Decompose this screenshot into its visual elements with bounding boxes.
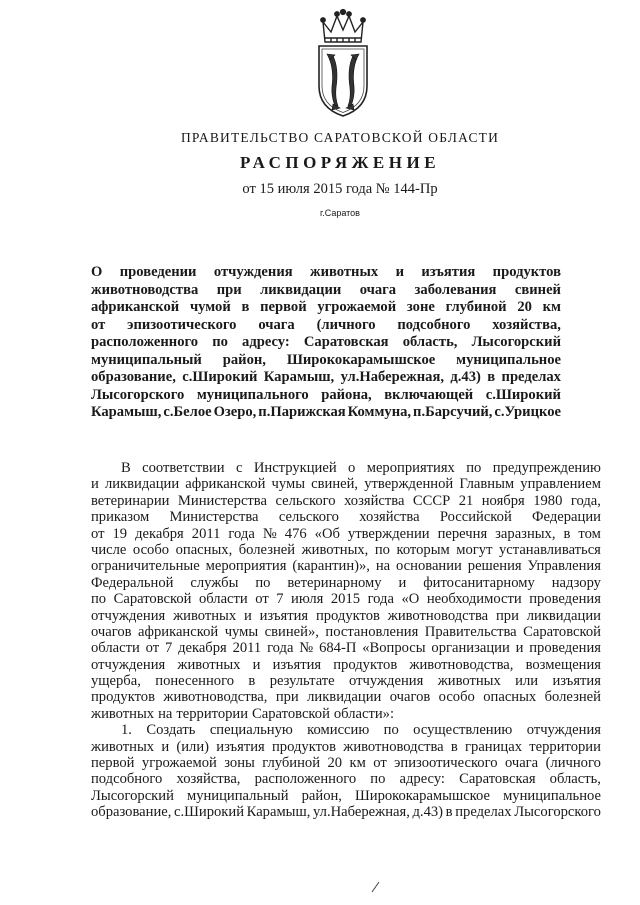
body-word: Ширококарамышское — [355, 787, 490, 804]
body-word: 2015 — [330, 591, 361, 608]
body-word: в — [563, 525, 571, 542]
body-word: основании — [396, 558, 462, 575]
title-word: с.Широкий — [485, 386, 561, 403]
title-word: муниципальный — [91, 351, 202, 368]
body-word: Саратовской — [252, 705, 330, 722]
body-word: декабря — [135, 525, 184, 542]
title-word: очага — [359, 281, 397, 298]
body-word: продуктов — [333, 656, 398, 673]
title-line — [91, 264, 561, 282]
title-word: пределах — [501, 369, 561, 385]
body-word: продуктов — [91, 689, 155, 706]
body-word: 20 — [327, 755, 343, 772]
title-word: О — [91, 264, 103, 280]
body-word: Правительства — [424, 623, 517, 640]
body-word: Инструкцией — [253, 460, 337, 476]
title-word: Саратовская — [303, 334, 389, 350]
body-word: Федерации — [532, 509, 601, 526]
body-line — [91, 493, 601, 509]
body-word: очагов — [389, 689, 431, 706]
body-line — [91, 788, 601, 804]
body-word: опасных, — [175, 541, 233, 558]
saratov-coat-of-arms-icon — [311, 8, 375, 118]
body-word: (карантин)», — [292, 558, 370, 575]
body-line — [91, 624, 601, 640]
title-word: африканской — [91, 299, 180, 315]
body-word: на — [375, 558, 391, 575]
body-word: соответствии — [142, 460, 225, 476]
body-word: мероприятия — [205, 558, 287, 575]
body-word: комиссию — [307, 722, 370, 739]
title-word: 20 — [517, 299, 532, 315]
body-word: надзору — [551, 574, 601, 591]
document-type: РАСПОРЯЖЕНИЕ — [239, 153, 441, 172]
body-line — [91, 804, 601, 820]
title-word: изъятия — [421, 264, 476, 280]
body-word: животноводства, — [409, 656, 514, 673]
title-word: хозяйства, — [492, 316, 561, 333]
body-word: ул.Набережная, — [313, 804, 410, 821]
body-word: 2011 — [191, 525, 221, 542]
title-word: района, — [321, 386, 372, 403]
body-word: 21 — [458, 492, 474, 509]
body-word: д.43) — [412, 804, 444, 821]
title-word: п.Парижская — [258, 404, 346, 420]
body-word: управлением — [520, 476, 601, 493]
body-word: особо — [132, 541, 170, 558]
body-word: Российской — [439, 509, 512, 526]
title-word: эпизоотического — [127, 316, 237, 333]
title-word: продуктов — [492, 264, 561, 280]
body-word: 1. — [121, 722, 132, 739]
body-word: муниципальное — [503, 787, 601, 804]
body-word: отчуждения — [526, 722, 601, 739]
body-word: фитосанитарному — [423, 574, 535, 591]
body-word: Министерства — [169, 509, 259, 526]
body-word: или — [515, 673, 539, 690]
body-word: хозяйства, — [176, 771, 241, 788]
body-word: изъятия — [552, 673, 601, 690]
body-word: с.Широкий — [174, 804, 245, 821]
body-word: по — [370, 771, 386, 788]
body-word: 19 — [112, 525, 128, 542]
document-title — [91, 264, 561, 422]
body-line — [91, 673, 601, 689]
title-word: с.Урицкое — [494, 404, 561, 420]
body-word: сельского — [278, 509, 339, 526]
title-word: первой — [260, 299, 307, 315]
body-word: при — [495, 607, 519, 624]
body-word: на — [158, 705, 173, 722]
title-line — [91, 299, 561, 317]
title-word: Лысогорского — [91, 386, 185, 403]
body-word: при — [275, 689, 299, 706]
body-word: животных — [91, 705, 155, 722]
body-word: и — [161, 738, 170, 755]
title-line — [91, 282, 561, 300]
body-word: организации — [431, 640, 510, 657]
title-word: расположенного — [91, 334, 199, 350]
title-line — [91, 317, 561, 335]
title-line — [91, 334, 561, 352]
body-word: ветеринарии — [91, 492, 170, 509]
body-word: Создать — [146, 722, 196, 739]
body-line — [91, 509, 601, 525]
body-word: специальную — [209, 722, 293, 739]
body-word: отчуждения — [91, 607, 166, 624]
body-word: продуктов — [272, 738, 336, 755]
body-word: Саратовской — [523, 623, 601, 640]
body-word: Управления — [527, 558, 601, 575]
body-word: угрожаемой — [141, 755, 217, 772]
title-word: Коммуна, — [347, 404, 412, 420]
title-line — [91, 404, 561, 422]
body-line — [91, 771, 601, 787]
body-word: и — [515, 640, 524, 657]
body-word: свиней», — [264, 623, 319, 640]
body-word: животных — [177, 656, 241, 673]
body-word: декабря — [178, 640, 227, 657]
title-word: область, — [402, 334, 458, 350]
body-word: том — [578, 525, 601, 542]
title-word: проведении — [119, 264, 197, 280]
title-word: ул.Набережная, — [340, 369, 445, 385]
body-line — [91, 640, 601, 656]
body-word: и — [243, 607, 252, 624]
body-word: устанавливаться — [498, 541, 601, 558]
title-line — [91, 369, 561, 387]
body-word: необходимости — [426, 591, 522, 608]
body-word: по — [466, 460, 482, 476]
body-word: территории — [176, 705, 249, 722]
body-word: «О — [401, 591, 420, 608]
body-word: службы — [190, 574, 239, 591]
title-word: Лысогорский — [471, 334, 561, 350]
body-line — [91, 706, 601, 722]
body-word: болезней — [544, 689, 601, 706]
title-word: с.Широкий — [182, 369, 258, 385]
body-line — [91, 722, 601, 738]
title-line — [91, 387, 561, 405]
body-word: области — [198, 591, 248, 608]
title-word: очага — [258, 316, 295, 333]
title-word: отчуждения — [213, 264, 293, 280]
body-word: 1980 — [533, 492, 563, 509]
pen-mark — [370, 880, 382, 894]
title-word: муниципальное — [456, 351, 561, 368]
body-word: эпизоотического — [394, 755, 498, 772]
body-word: (или) — [176, 738, 210, 755]
body-word: предупреждению — [492, 460, 601, 476]
body-word: возмещения — [525, 656, 601, 673]
body-word: могут — [456, 541, 493, 558]
body-word: 7 — [164, 640, 173, 657]
title-word: район, — [222, 351, 266, 368]
body-word: сельского — [275, 492, 336, 509]
body-line — [91, 558, 601, 574]
title-word: адресу: — [242, 334, 290, 350]
body-word: Министерства — [177, 492, 267, 509]
title-word: чумой — [189, 299, 231, 315]
title-word: и — [395, 264, 404, 280]
title-word: по — [212, 334, 228, 350]
body-word: заразных, — [495, 525, 556, 542]
title-word: угрожаемой — [317, 299, 397, 315]
body-word: от — [91, 525, 105, 542]
title-line — [91, 352, 561, 370]
body-word: продуктов — [315, 607, 380, 624]
body-word: Саратовской — [113, 591, 192, 608]
body-word: отчуждения — [349, 673, 424, 690]
title-word: в — [487, 369, 496, 385]
title-word: Ширококарамышское — [286, 351, 436, 368]
body-word: животных — [91, 738, 155, 755]
body-word: перечня — [437, 525, 488, 542]
body-word: пределах — [455, 804, 512, 821]
body-word: в — [445, 804, 453, 821]
body-word: проведения — [529, 591, 601, 608]
body-word: числе — [91, 541, 127, 558]
body-word: Федеральной — [91, 574, 174, 591]
body-line — [91, 739, 601, 755]
body-word: 684-П — [319, 640, 357, 657]
title-word: свиней — [514, 281, 561, 298]
body-word: опасных — [483, 689, 537, 706]
body-word: очага — [504, 755, 539, 772]
body-word: африканской — [138, 623, 219, 640]
body-word: животных, — [301, 541, 369, 558]
body-word: от — [255, 591, 269, 608]
title-word: Озеро, — [213, 404, 257, 420]
body-word: приказом — [91, 509, 150, 526]
body-word: в — [248, 673, 256, 690]
title-word: д.43) — [450, 369, 481, 385]
body-word: животноводства — [343, 738, 444, 755]
body-word: по — [91, 591, 107, 608]
title-word: подсобного — [397, 316, 471, 333]
title-word: Карамыш, — [263, 369, 335, 385]
title-word: муниципального — [196, 386, 309, 403]
body-word: очагов — [91, 623, 132, 640]
body-word: ограничительные — [91, 558, 200, 575]
body-word: года — [267, 640, 294, 657]
body-line — [91, 526, 601, 542]
body-word: Лысогорский — [91, 787, 174, 804]
body-word: подсобного — [91, 771, 163, 788]
title-word: при — [216, 281, 242, 298]
body-word: № — [262, 525, 277, 542]
body-word: и — [398, 574, 407, 591]
title-word: от — [91, 316, 106, 333]
body-word: ликвидации — [307, 689, 382, 706]
body-word: Главным — [459, 476, 515, 493]
document-body — [91, 460, 601, 821]
body-word: В — [121, 460, 131, 476]
body-line — [91, 476, 601, 492]
body-word: СССР — [412, 492, 451, 509]
body-word: утвержденной — [364, 476, 454, 493]
body-word: африканской — [185, 476, 266, 493]
body-word: «Об — [314, 525, 340, 542]
body-word: чумы — [224, 623, 259, 640]
body-word: отчуждения — [91, 656, 166, 673]
title-word: ликвидации — [260, 281, 342, 298]
body-word: территории — [529, 738, 601, 755]
body-line — [91, 608, 601, 624]
body-line — [91, 657, 601, 673]
document-place: г.Саратов — [320, 208, 360, 218]
body-word: 476 — [284, 525, 307, 542]
body-word: по — [255, 574, 271, 591]
body-word: ущерба, — [91, 673, 141, 690]
body-word: первой — [91, 755, 135, 772]
body-word: ветеринарному — [287, 574, 382, 591]
body-word: глубиной — [262, 755, 321, 772]
body-word: Лысогорского — [514, 804, 601, 821]
body-word: область, — [549, 771, 601, 788]
body-word: свиней, — [311, 476, 359, 493]
body-word: года — [367, 591, 394, 608]
body-word: животноводства, — [163, 689, 268, 706]
body-word: хозяйства — [344, 492, 405, 509]
body-line — [91, 460, 601, 476]
body-word: 7 — [276, 591, 284, 608]
document-date-number: от 15 июля 2015 года № 144-Пр — [242, 181, 438, 197]
body-word: «Вопросы — [362, 640, 426, 657]
body-word: проведения — [529, 640, 601, 657]
body-word: понесенного — [155, 673, 234, 690]
body-word: результате — [269, 673, 335, 690]
body-line — [91, 755, 601, 771]
body-word: ликвидации — [104, 476, 180, 493]
body-line — [91, 575, 601, 591]
body-word: и — [91, 476, 99, 493]
body-word: № — [299, 640, 314, 657]
body-word: животных — [437, 673, 501, 690]
body-word: по — [374, 541, 390, 558]
title-word: с.Белое — [163, 404, 212, 420]
body-word: особо — [438, 689, 475, 706]
body-word: мероприятиях — [366, 460, 455, 476]
body-word: образование, — [91, 804, 172, 821]
body-word: ноября — [481, 492, 525, 509]
body-word: о — [348, 460, 356, 476]
body-word: хозяйства — [359, 509, 420, 526]
body-word: осуществлению — [413, 722, 513, 739]
body-word: зоны — [224, 755, 255, 772]
body-word: болезней — [238, 541, 296, 558]
title-word: животноводства — [91, 281, 199, 298]
title-word: включающей — [384, 386, 474, 403]
body-word: от — [373, 755, 387, 772]
title-word: зоне — [406, 299, 435, 315]
body-word: животных — [173, 607, 237, 624]
body-line — [91, 689, 601, 705]
title-word: образование, — [91, 369, 176, 385]
body-word: муниципальный — [186, 787, 289, 804]
body-word: 2011 — [232, 640, 262, 657]
body-word: утверждении — [347, 525, 430, 542]
body-word: район, — [301, 787, 342, 804]
body-word: (личного — [545, 755, 601, 772]
body-word: животноводства — [387, 607, 489, 624]
body-word: области — [91, 640, 140, 657]
title-word: (личного — [316, 316, 376, 333]
body-word: в — [450, 738, 458, 755]
title-word: п.Барсучий, — [413, 404, 493, 420]
title-word: заболевания — [414, 281, 497, 298]
body-word: чумы — [271, 476, 306, 493]
body-word: года — [228, 525, 255, 542]
title-word: км — [542, 299, 561, 315]
body-word: и — [252, 656, 261, 673]
body-word: по — [383, 722, 399, 739]
body-word: изъятия — [272, 656, 322, 673]
body-word: адресу: — [399, 771, 445, 788]
government-name: ПРАВИТЕЛЬСТВО САРАТОВСКОЙ ОБЛАСТИ — [180, 130, 500, 145]
title-word: глубиной — [445, 299, 507, 315]
title-word: Карамыш, — [91, 404, 162, 420]
body-line — [91, 542, 601, 558]
body-word: от — [145, 640, 160, 657]
body-word: Карамыш, — [246, 804, 311, 821]
body-word: года, — [570, 492, 601, 509]
title-word: животных — [310, 264, 379, 280]
body-word: расположенного — [254, 771, 357, 788]
body-word: решения — [467, 558, 522, 575]
title-word: в — [241, 299, 250, 315]
body-word: Саратовская — [459, 771, 536, 788]
body-word: области»: — [333, 705, 395, 722]
body-word: км — [349, 755, 366, 772]
body-word: изъятия — [216, 738, 265, 755]
body-word: изъятия — [259, 607, 309, 624]
body-word: которым — [396, 541, 450, 558]
body-word: постановления — [325, 623, 419, 640]
body-word: с — [235, 460, 243, 476]
body-word: границах — [465, 738, 523, 755]
body-word: ликвидации — [526, 607, 601, 624]
body-word: июля — [291, 591, 324, 608]
body-line — [91, 591, 601, 607]
